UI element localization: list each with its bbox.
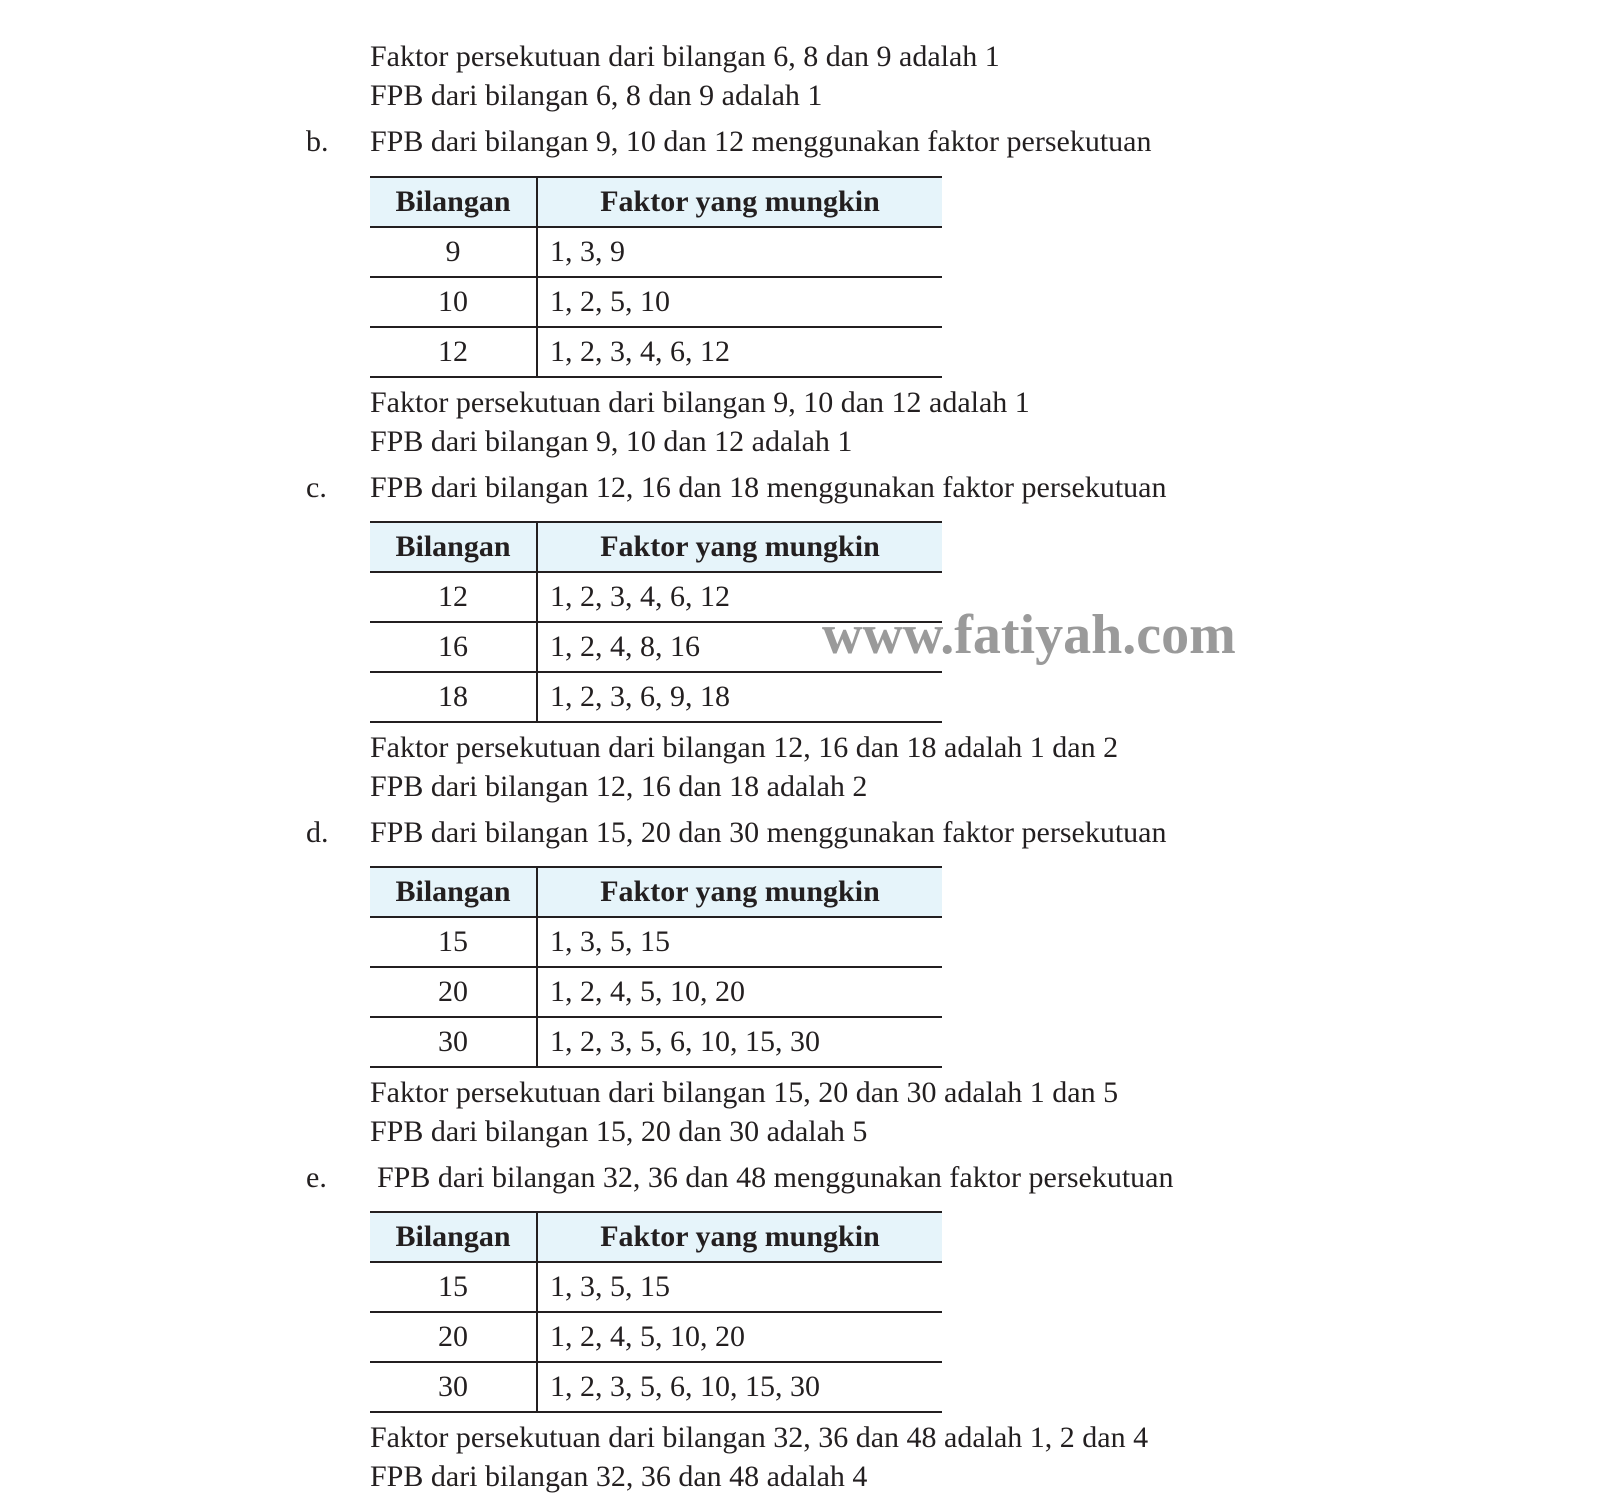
section-b-letter: b. — [306, 125, 329, 158]
header-bilangan: Bilangan — [370, 867, 537, 917]
cell-number: 20 — [370, 1312, 537, 1362]
table-row — [370, 967, 942, 1017]
section-c-heading: FPB dari bilangan 12, 16 dan 18 menggunakan faktor persekutuan — [370, 471, 1167, 504]
cell-number: 9 — [370, 227, 537, 277]
cell-factors: 1, 2, 5, 10 — [537, 277, 942, 327]
table-row — [370, 1262, 942, 1312]
section-d-letter: d. — [306, 816, 329, 849]
cell-factors: 1, 3, 5, 15 — [537, 917, 942, 967]
header-faktor: Faktor yang mungkin — [537, 867, 942, 917]
cell-number: 18 — [370, 672, 537, 722]
section-d-common-factor-text: Faktor persekutuan dari bilangan 15, 20 dan 30 adalah 1 dan 5 — [370, 1076, 1119, 1109]
table-row — [370, 672, 942, 722]
section-e-factor-table — [370, 1211, 942, 1413]
section-b-heading: FPB dari bilangan 9, 10 dan 12 menggunakan faktor persekutuan — [370, 125, 1152, 158]
cell-number: 10 — [370, 277, 537, 327]
cell-factors: 1, 3, 5, 15 — [537, 1262, 942, 1312]
header-faktor: Faktor yang mungkin — [537, 177, 942, 227]
cell-number: 15 — [370, 917, 537, 967]
cell-number: 16 — [370, 622, 537, 672]
section-d-heading: FPB dari bilangan 15, 20 dan 30 menggunakan faktor persekutuan — [370, 816, 1167, 849]
cell-factors: 1, 3, 9 — [537, 227, 942, 277]
section-b-factor-table — [370, 176, 942, 378]
header-bilangan: Bilangan — [370, 177, 537, 227]
cell-number: 30 — [370, 1017, 537, 1067]
section-e-heading: FPB dari bilangan 32, 36 dan 48 menggunakan faktor persekutuan — [377, 1161, 1174, 1194]
cell-factors: 1, 2, 4, 5, 10, 20 — [537, 967, 942, 1017]
table-row — [370, 227, 942, 277]
watermark-text: www.fatiyah.com — [822, 604, 1236, 666]
header-faktor: Faktor yang mungkin — [537, 522, 942, 572]
cell-number: 20 — [370, 967, 537, 1017]
section-b-fpb-text: FPB dari bilangan 9, 10 dan 12 adalah 1 — [370, 425, 853, 458]
table-row — [370, 277, 942, 327]
table-header-row — [370, 1212, 942, 1262]
table-row — [370, 1017, 942, 1067]
cell-number: 12 — [370, 572, 537, 622]
section-d-fpb-text: FPB dari bilangan 15, 20 dan 30 adalah 5 — [370, 1115, 868, 1148]
cell-factors: 1, 2, 3, 4, 6, 12 — [537, 327, 942, 377]
section-d-factor-table — [370, 866, 942, 1068]
table-row — [370, 327, 942, 377]
section-e-common-factor-text: Faktor persekutuan dari bilangan 32, 36 dan 48 adalah 1, 2 dan 4 — [370, 1421, 1149, 1454]
section-c-fpb-text: FPB dari bilangan 12, 16 dan 18 adalah 2 — [370, 770, 868, 803]
table-row — [370, 1312, 942, 1362]
cell-factors: 1, 2, 3, 5, 6, 10, 15, 30 — [537, 1017, 942, 1067]
intro-fpb-text: FPB dari bilangan 6, 8 dan 9 adalah 1 — [370, 79, 823, 112]
cell-factors: 1, 2, 3, 6, 9, 18 — [537, 672, 942, 722]
cell-factors: 1, 2, 3, 5, 6, 10, 15, 30 — [537, 1362, 942, 1412]
cell-number: 15 — [370, 1262, 537, 1312]
header-bilangan: Bilangan — [370, 522, 537, 572]
header-bilangan: Bilangan — [370, 1212, 537, 1262]
section-c-letter: c. — [306, 471, 327, 504]
section-c-common-factor-text: Faktor persekutuan dari bilangan 12, 16 dan 18 adalah 1 dan 2 — [370, 731, 1119, 764]
cell-factors: 1, 2, 3, 4, 6, 12 — [537, 572, 942, 622]
table-header-row — [370, 522, 942, 572]
cell-number: 30 — [370, 1362, 537, 1412]
cell-factors: 1, 2, 4, 8, 16 — [537, 622, 942, 672]
table-header-row — [370, 867, 942, 917]
table-header-row — [370, 177, 942, 227]
intro-common-factor-text: Faktor persekutuan dari bilangan 6, 8 dan 9 adalah 1 — [370, 40, 1000, 73]
section-e-letter: e. — [306, 1161, 327, 1194]
table-row — [370, 1362, 942, 1412]
section-e-fpb-text: FPB dari bilangan 32, 36 dan 48 adalah 4 — [370, 1460, 868, 1493]
header-faktor: Faktor yang mungkin — [537, 1212, 942, 1262]
table-row — [370, 917, 942, 967]
cell-factors: 1, 2, 4, 5, 10, 20 — [537, 1312, 942, 1362]
section-b-common-factor-text: Faktor persekutuan dari bilangan 9, 10 dan 12 adalah 1 — [370, 386, 1030, 419]
cell-number: 12 — [370, 327, 537, 377]
